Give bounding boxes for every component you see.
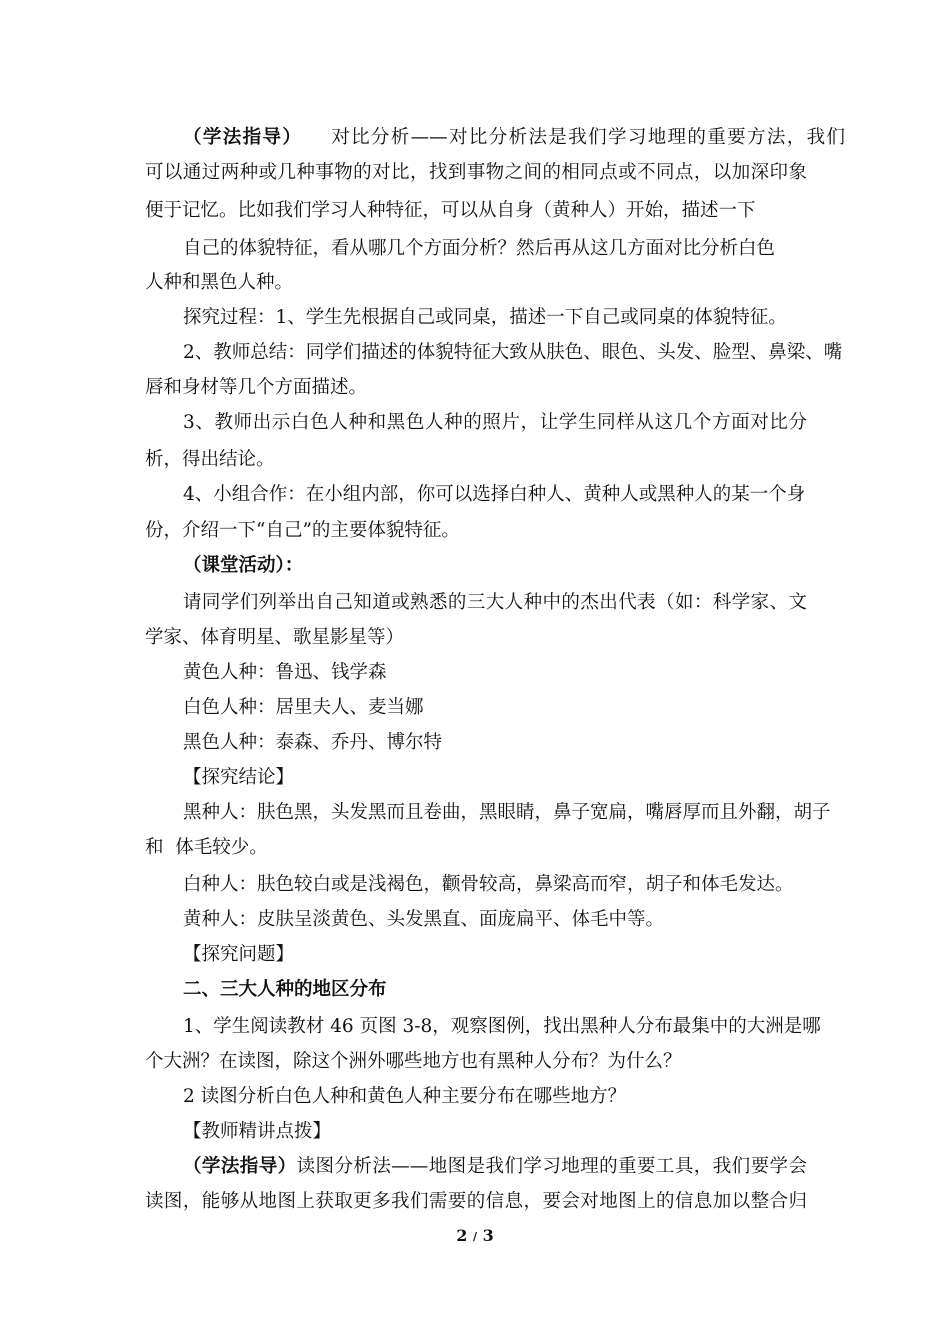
process-step-4-line-1: 4、小组合作：在小组内部，你可以选择白种人、黄种人或黑种人的某一个身	[183, 484, 806, 505]
method-paragraph-line-2: 可以通过两种或几种事物的对比，找到事物之间的相同点或不同点，以加深印象	[145, 162, 807, 183]
teacher-paragraph-line-1: （学法指导）读图分析法——地图是我们学习地理的重要工具，我们要学会	[183, 1156, 807, 1177]
process-step-2-line-1: 2、教师总结：同学们描述的体貌特征大致从肤色、眼色、头发、脸型、鼻梁、嘴	[183, 342, 843, 363]
question-heading: 【探究问题】	[183, 944, 295, 965]
process-step-3-line-2: 析，得出结论。	[145, 449, 275, 470]
activity-yellow-race: 黄色人种：鲁迅、钱学森	[183, 662, 387, 683]
activity-black-race: 黑色人种：泰森、乔丹、博尔特	[183, 732, 443, 753]
process-step-1: 探究过程：1、学生先根据自己或同桌，描述一下自己或同桌的体貌特征。	[183, 307, 787, 328]
activity-white-race: 白色人种：居里夫人、麦当娜	[183, 697, 424, 718]
activity-prompt-line-1: 请同学们列举出自己知道或熟悉的三大人种中的杰出代表（如：科学家、文	[183, 592, 807, 613]
conclusion-heading: 【探究结论】	[183, 767, 295, 788]
method-tag: （学法指导）	[183, 127, 303, 148]
process-step-3-line-1: 3、教师出示白色人种和黑色人种的照片，让学生同样从这几个方面对比分	[183, 412, 807, 433]
method-paragraph-line-3: 便于记忆。比如我们学习人种特征，可以从自身（黄种人）开始，描述一下	[145, 200, 756, 221]
teacher-paragraph-line-2: 读图，能够从地图上获取更多我们需要的信息，要会对地图上的信息加以整合归	[145, 1191, 807, 1212]
conclusion-black-line-2: 和 体毛较少。	[145, 837, 268, 858]
teacher-heading: 【教师精讲点拨】	[183, 1121, 332, 1142]
conclusion-black-line-1: 黑种人：肤色黑，头发黑而且卷曲，黑眼睛，鼻子宽扁，嘴唇厚而且外翻，胡子	[183, 802, 831, 823]
activity-prompt-line-2: 学家、体育明星、歌星影星等）	[145, 627, 405, 648]
activity-heading: （课堂活动）：	[183, 555, 304, 576]
method-paragraph-line-5: 人种和黑色人种。	[145, 272, 294, 293]
process-step-2-line-2: 唇和身材等几个方面描述。	[145, 377, 368, 398]
question-1-line-2: 个大洲？在读图，除这个洲外哪些地方也有黑种人分布？为什么？	[145, 1051, 682, 1072]
question-1-line-1: 1、学生阅读教材 46 页图 3-8，观察图例，找出黑种人分布最集中的大洲是哪	[183, 1016, 821, 1037]
method-paragraph-line-4: 自己的体貌特征，看从哪几个方面分析？然后再从这几方面对比分析白色	[183, 238, 776, 259]
page-number: 2 / 3	[456, 1226, 494, 1245]
method-paragraph-line-1: （学法指导） 对比分析——对比分析法是我们学习地理的重要方法，我们	[183, 127, 845, 148]
conclusion-white: 白种人：肤色较白或是浅褐色，颧骨较高，鼻梁高而窄，胡子和体毛发达。	[183, 874, 794, 895]
process-step-4-line-2: 份，介绍一下“自己”的主要体貌特征。	[145, 520, 460, 541]
teacher-tag: （学法指导）	[183, 1156, 297, 1177]
section-title: 二、三大人种的地区分布	[183, 979, 387, 1000]
conclusion-yellow: 黄种人：皮肤呈淡黄色、头发黑直、面庞扁平、体毛中等。	[183, 909, 665, 930]
question-2: 2 读图分析白色人种和黄色人种主要分布在哪些地方？	[183, 1086, 627, 1107]
